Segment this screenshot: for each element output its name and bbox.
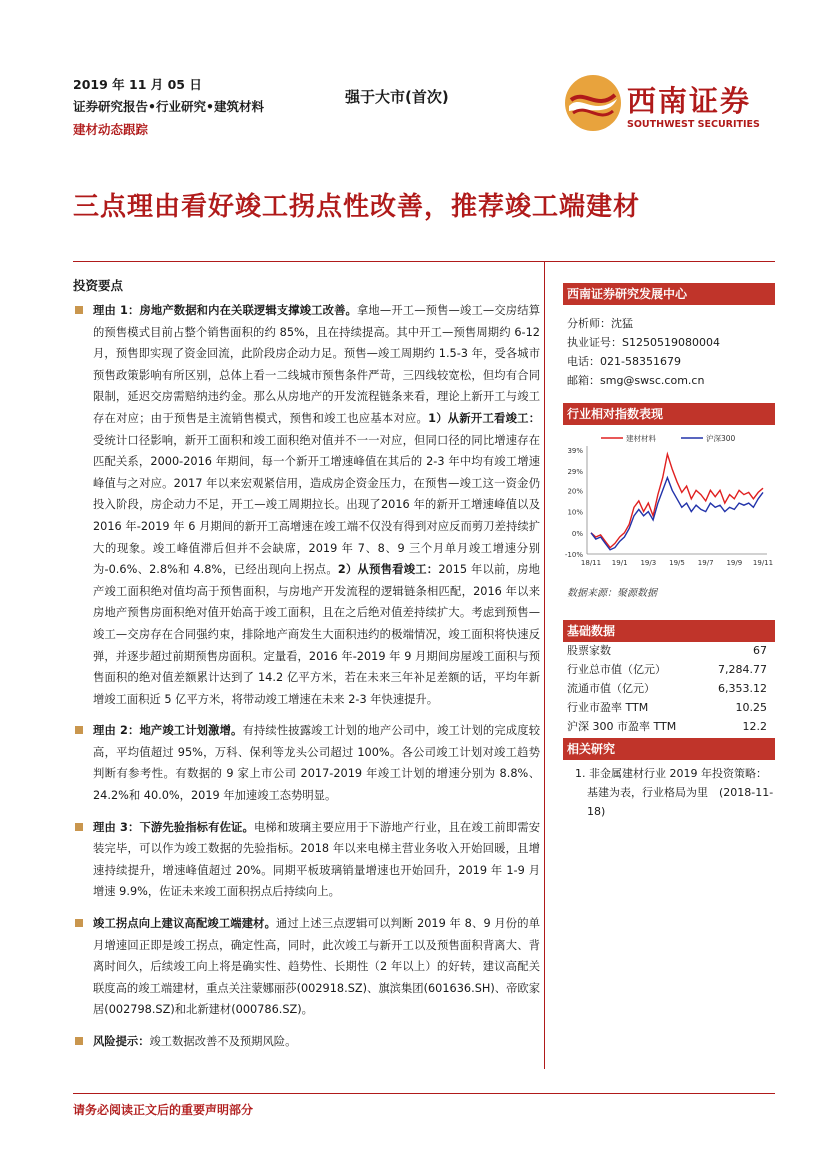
logo-text-cn: 西南证券 — [627, 84, 752, 118]
basic-data-row — [567, 641, 767, 660]
basic-data-table — [567, 641, 767, 736]
footer-disclaimer: 请务必阅读正文后的重要声明部分 — [73, 1103, 254, 1117]
rating: 强于大市(首次) — [345, 88, 449, 106]
bullet-icon — [75, 726, 83, 734]
x-tick-label: 19/11 — [752, 559, 774, 567]
related-research-item[interactable]: 1. 非金属建材行业 2019 年投资策略：基建为表，行业格局为里 (2018-11-18) — [575, 767, 774, 818]
para-lead: 2）从预售看竣工： — [337, 563, 439, 577]
para-lead: 风险提示： — [93, 1035, 150, 1048]
x-tick-label: 19/9 — [726, 559, 743, 567]
x-tick-label: 19/5 — [669, 559, 685, 567]
basic-data-label: 流通市值（亿元） — [567, 682, 655, 695]
logo-emblem-icon — [563, 73, 623, 133]
basic-data-row — [567, 698, 767, 717]
basic-data-value: 67 — [753, 644, 767, 657]
investment-points — [73, 300, 540, 1063]
legend-label: 沪深300 — [706, 434, 736, 443]
para-lead: 竣工拐点向上建议高配竣工端建材。 — [93, 917, 277, 931]
para-text: 通过上述三点逻辑可以判断 2019 年 8、9 月份的单月增速回正即是竣工拐点，确定性高，同时，此次竣工与新开工以及预售面积背离大、背离时间久，后续竣工向上将是确实性、趋势性、长期性（2 年以上）的好转，建议高配关联度高的竣工端建材，重点关注蒙娜丽莎(002918.SZ)、旗滨集团(601636.SH)、帝欧家居(002798.SZ)和北新建材(000786.SZ)。 — [93, 917, 540, 1017]
page-title: 三点理由看好竣工拐点性改善，推荐竣工端建材 — [73, 192, 641, 222]
para-text: 电梯和玻璃主要应用于下游地产行业，且在竣工前即需安装完毕，可以作为竣工数据的先验指标。2018 年以来电梯主营业务收入开始回暖，且增速持续提升，增速峰值超过 20%。同期平板玻璃销量增速也开始回升，2019 年 1-9 月增速 9.9%，佐证未来竣工面积拐点后持续向上。 — [93, 820, 540, 899]
basic-data-value: 12.2 — [742, 720, 767, 733]
bullet-icon — [75, 1037, 83, 1045]
logo-text-en: SOUTHWEST SECURITIES — [627, 119, 760, 130]
analyst-email[interactable]: 邮箱：smg@swsc.com.cn — [567, 374, 705, 387]
para-text: 有持续性披露竣工计划的地产公司中，竣工计划的完成度较高，平均值超过 95%，万科、保利等龙头公司超过 100%。各公司竣工计划对竣工趋势判断有参考性。有数据的 9 家上市公司 2017-2019 年竣工计划的增速分别为 8.8%、24.2%和 40.0%，2019 年加速竣工态势明显。 — [93, 724, 540, 803]
section-heading: 投资要点 — [73, 278, 124, 293]
para-lead: 理由 3：下游先验指标有佐证。 — [93, 820, 254, 834]
para-lead: 1）从新开工看竣工： — [428, 411, 540, 425]
title-divider — [73, 261, 775, 262]
basic-data-label: 沪深 300 市盈率 TTM — [567, 720, 677, 733]
basic-data-heading: 基础数据 — [563, 620, 775, 642]
y-tick-label: 10% — [567, 508, 583, 517]
paragraph-reason-1 — [73, 300, 540, 710]
y-tick-label: -10% — [564, 551, 583, 559]
basic-data-row — [567, 679, 767, 698]
analyst-info — [567, 314, 773, 390]
report-type: 证券研究报告•行业研究•建筑材料 — [73, 99, 264, 114]
column-divider — [544, 261, 545, 1069]
para-lead: 理由 2：地产竣工计划激增。 — [93, 724, 243, 738]
x-tick-label: 19/1 — [611, 559, 628, 567]
y-tick-label: 29% — [567, 468, 583, 477]
basic-data-value: 6,353.12 — [718, 682, 767, 695]
bullet-icon — [75, 306, 83, 314]
basic-data-value: 7,284.77 — [718, 663, 767, 676]
data-source: 数据来源：聚源数据 — [567, 588, 657, 599]
paragraph-recommendation — [73, 913, 540, 1021]
basic-data-label: 行业市盈率 TTM — [567, 701, 649, 714]
para-text: 受统计口径影响，新开工面积和竣工面积绝对值并不一一对应，但同口径的同比增速存在匹配关系，2000-2016 年期间，每一个新开工增速峰值在其后的 2-3 年中均有竣工增速峰值与之对应。2017 年以来宏观紧信用，造成房企资金压力，在预售—竣工这一资金仍投入阶段，房企动力不足，开工—竣工周期拉长。出现了2016 年的新开工增速峰值以及 2016 年-2019 年 6 月期间的新开工高增速在竣工端不仅没有得到对应反而剪刀差持续扩大的现象。竣工峰值滞后但并不会缺席，2019 年 7、8、9 三个月单月竣工增速分别为-0.6%、2.8%和 4.8%，已经出现向上拐点。 — [93, 433, 540, 577]
basic-data-row — [567, 717, 767, 736]
related-research-heading: 相关研究 — [563, 738, 775, 760]
bullet-icon — [75, 823, 83, 831]
y-tick-label: 39% — [567, 447, 583, 455]
basic-data-label: 行业总市值（亿元） — [567, 663, 666, 676]
relative-performance-chart — [561, 430, 775, 580]
para-text: 2015 年以前，房地产竣工面积绝对值均高于预售面积，与房地产开发流程的逻辑链条相匹配，2016 年以来房地产预售房面积绝对值开始高于竣工面积，且在之后绝对值差持续扩大。考虑到预售—竣工—交房存在合同强约束，排除地产商发生大面积违约的极端情况，竣工面积将快速反弹，并逐步超过前期预售房面积。定量看，2016 年-2019 年 9 月期间房屋竣工面积与预售面积的绝对值差额累计达到了 14.2 亿平方米，若在未来三年补足差额的话，平均年新增竣工面积近 5 亿平方米，将带动竣工增速在未来 2-3 年快速提升。 — [93, 563, 540, 706]
performance-heading: 行业相对指数表现 — [563, 403, 775, 425]
paragraph-reason-3 — [73, 817, 540, 903]
analyst-license: 执业证号：S1250519080004 — [567, 336, 720, 349]
bullet-icon — [75, 919, 83, 927]
series-line-building-materials — [591, 454, 763, 547]
paragraph-risk — [73, 1031, 540, 1053]
legend-label: 建材材料 — [626, 434, 656, 443]
para-text: 竣工数据改善不及预期风险。 — [149, 1035, 297, 1048]
x-tick-label: 19/3 — [640, 559, 657, 567]
x-tick-label: 19/7 — [697, 559, 714, 567]
paragraph-reason-2 — [73, 720, 540, 806]
para-lead: 理由 1：房地产数据和内在关联逻辑支撑竣工改善。 — [93, 304, 357, 317]
company-logo — [563, 73, 773, 135]
report-series: 建材动态跟踪 — [73, 122, 149, 137]
basic-data-row — [567, 660, 767, 679]
footer-divider — [73, 1093, 775, 1094]
analyst-phone: 电话：021-58351679 — [567, 355, 681, 368]
basic-data-label: 股票家数 — [567, 644, 611, 657]
para-text: 拿地—开工—预售—竣工—交房结算的预售模式目前占整个销售面积的约 85%，且在持续提高。其中开工—预售周期约 6-12 月，预售即实现了资金回流，此阶段房企动力足。预售—竣工周期约 1.5-3 年，受各城市预售政策影响有所区别，总体上看一二线城市预售条件严苛，三四线较宽松，但均有合同限制，延迟交房需赔纳违约金。那么从房地产的开发流程链条来看，理论上新开工与竣工存在对应；由于预售是主流销售模式，预售和竣工也应基本对应。 — [93, 304, 540, 425]
report-date: 2019 年 11 月 05 日 — [73, 77, 202, 92]
analyst-name: 分析师：沈猛 — [567, 317, 633, 330]
research-center-heading: 西南证券研究发展中心 — [563, 283, 775, 305]
y-tick-label: 20% — [567, 487, 583, 496]
x-tick-label: 18/11 — [580, 559, 602, 567]
y-tick-label: 0% — [571, 529, 583, 538]
series-line-csi300 — [591, 478, 763, 550]
basic-data-value: 10.25 — [735, 701, 767, 714]
